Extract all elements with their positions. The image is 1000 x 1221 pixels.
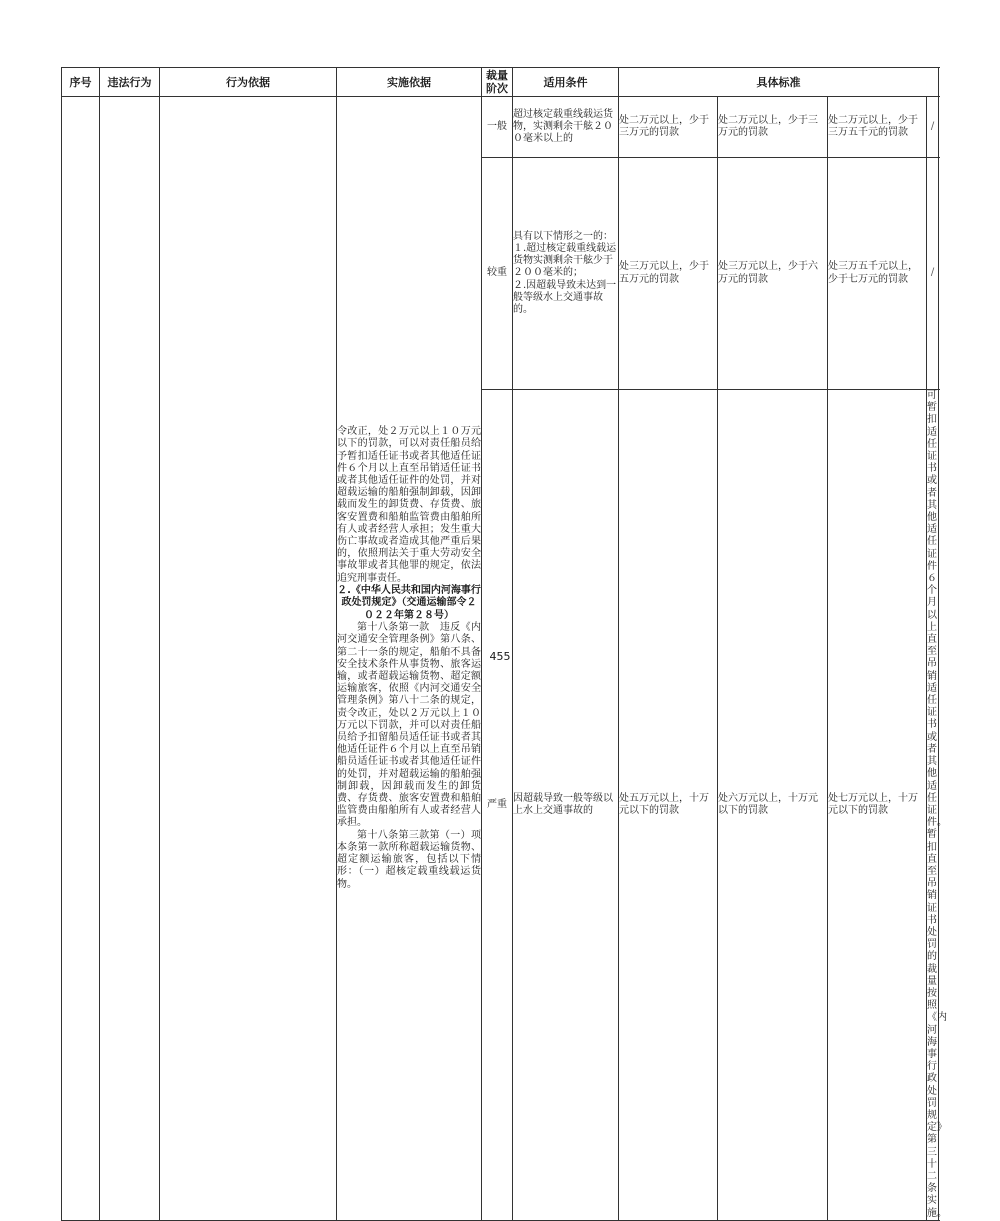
header-standard: 具体标准 xyxy=(619,68,939,97)
condition-cell xyxy=(513,390,619,1221)
condition-line: 超过核定载重线载运货物，实测剩余干舷２００毫米以上的 xyxy=(513,108,613,145)
standard-cell: 处二万元以上，少于三万元的罚款 xyxy=(619,97,718,158)
header-row xyxy=(62,68,939,97)
penalty-standard-table xyxy=(61,67,947,1221)
standard-cell: 处五万元以上，十万元以下的罚款 xyxy=(619,390,718,1221)
basis-paragraph: 第十八条第三款第（一）项 本条第一款所称超载运输货物、超定额运输旅客，包括以下情形：（一）超核定载重线载运货物。 xyxy=(337,829,491,890)
basis-paragraph: 第十八条第一款 违反《内河交通安全管理条例》第八条、第二十一条的规定，船舶不具备安全技术条件从事货物、旅客运输，或者超载运输货物、超定额运输旅客，依照《内河交通安全管理条例》第八十二条的规定，责令改正，处以２万元以上１０万元以下罚款，并可以对责任船员给予扣留船员适任证书或者其他适任证件６个月以上直至吊销船员适任证书或者其他适任证件的处罚，并对超载运输的船舶强制卸载，因卸载而发生的卸货费、存货费、旅客安置费和船舶监管费由船舶所有人或者经营人承担。 xyxy=(337,622,481,829)
condition-cell xyxy=(513,158,619,390)
level-cell: 较重 xyxy=(482,158,513,390)
condition-cell xyxy=(513,97,619,158)
condition-line: ２.因超载导致未达到一般等级水上交通事故的。 xyxy=(513,279,617,315)
standard-note-cell: 可暂扣适任证书或者其他适任证件６个月以上直至吊销适任证书或者其他适任证件。暂扣直至吊销证书处罚的裁量按照《内河海事行政处罚规定》第三十二条实施。 xyxy=(927,390,947,1219)
header-level: 裁量阶次 xyxy=(482,68,513,97)
header-seq: 序号 xyxy=(62,68,100,97)
standard-cell: 处七万元以上，十万元以下的罚款 xyxy=(828,390,927,1221)
condition-line: 具有以下情形之一的： xyxy=(513,230,613,242)
standard-cell: / xyxy=(927,97,939,158)
standard-cell: 处三万元以上，少于五万元的罚款 xyxy=(619,158,718,390)
standard-cell: 处六万元以上，十万元以下的罚款 xyxy=(718,390,828,1221)
standard-cell: 处二万元以上，少于三万五千元的罚款 xyxy=(828,97,927,158)
standard-cell: 处二万元以上，少于三万元的罚款 xyxy=(718,97,828,158)
header-condition: 适用条件 xyxy=(513,68,619,97)
header-implementation: 实施依据 xyxy=(337,68,482,97)
header-violation: 违法行为 xyxy=(100,68,160,97)
header-basis: 行为依据 xyxy=(160,68,337,97)
table-row xyxy=(62,97,939,158)
basis-paragraph: 令改正，处２万元以上１０万元以下的罚款，可以对责任船员给予暂扣适任证书或者其他适任证件６个月以上直至吊销适任证书或者其他适任证件的处罚，并对超载运输的船舶强制卸载，因卸载而发生的卸货费、存货费、旅客安置费和船舶监管费由船舶所有人或者经营人承担；发生重大伤亡事故或者造成其他严重后果的，依照刑法关于重大劳动安全事故罪或者其他罪的规定，依法追究刑事责任。 xyxy=(337,426,481,584)
condition-line: １.超过核定载重线载运货物实测剩余干舷少于２００毫米的； xyxy=(513,242,617,279)
standard-cell: 处三万五千元以上，少于七万元的罚款 xyxy=(828,158,927,390)
level-cell: 一般 xyxy=(482,97,513,158)
condition-line: 因超载导致一般等级以上水上交通事故的 xyxy=(513,792,613,816)
level-cell: 严重 xyxy=(482,390,513,1221)
standard-cell: 处三万元以上，少于六万元的罚款 xyxy=(718,158,828,390)
standard-cell: / xyxy=(927,158,939,390)
regulation-title: ２.《中华人民共和国内河海事行政处罚规定》（交通运输部令２０２２年第２８号） xyxy=(337,584,481,621)
page-number: 455 xyxy=(489,650,511,663)
